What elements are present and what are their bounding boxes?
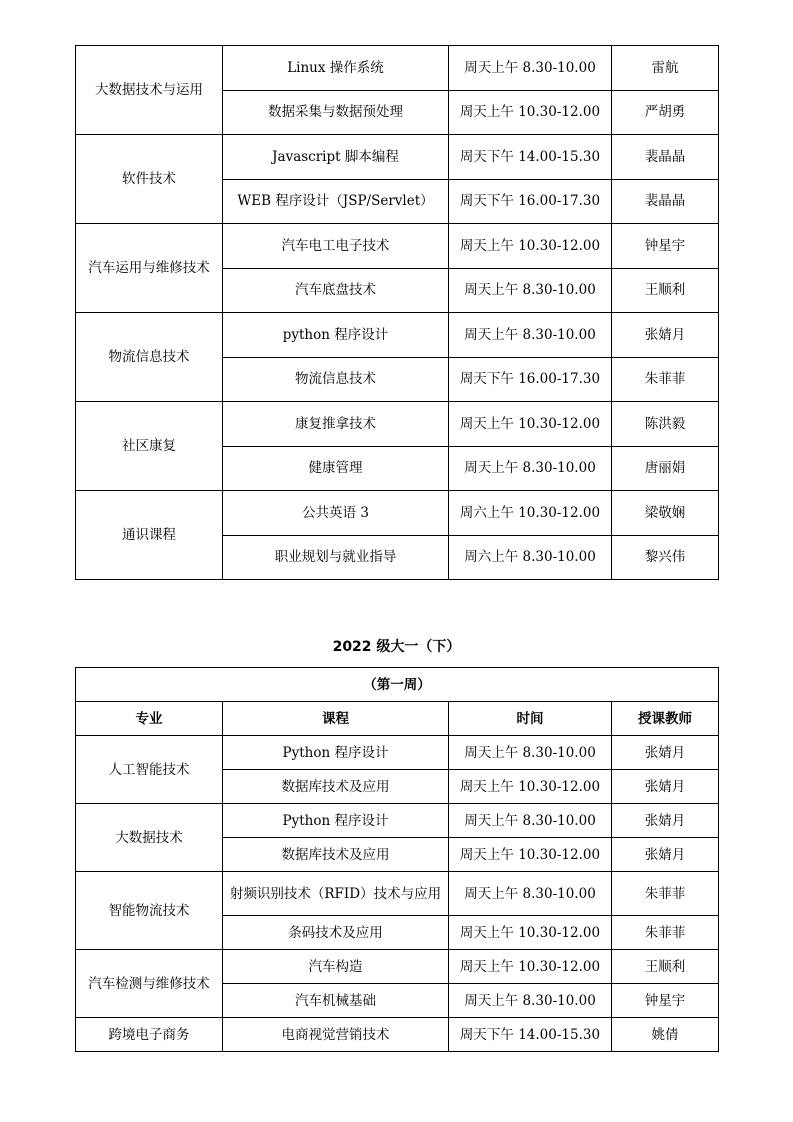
- course-cell: 职业规划与就业指导: [223, 535, 449, 580]
- teacher-cell: 张婧月: [612, 313, 719, 358]
- course-cell: 数据库技术及应用: [223, 770, 449, 804]
- teacher-cell: 朱菲菲: [612, 357, 719, 402]
- teacher-cell: 雷航: [612, 46, 719, 91]
- teacher-cell: 唐丽娟: [612, 446, 719, 491]
- teacher-cell: 张婧月: [612, 770, 719, 804]
- time-cell: 周天上午 10.30-12.00: [449, 402, 612, 447]
- time-cell: 周天上午 8.30-10.00: [449, 736, 612, 770]
- time-cell: 周六上午 10.30-12.00: [449, 491, 612, 536]
- course-cell: 数据库技术及应用: [223, 838, 449, 872]
- table-row: [76, 135, 719, 180]
- course-cell: 电商视觉营销技术: [223, 1018, 449, 1052]
- teacher-cell: 严胡勇: [612, 90, 719, 135]
- major-cell: 软件技术: [76, 135, 223, 224]
- course-cell: 汽车机械基础: [223, 984, 449, 1018]
- major-cell: 通识课程: [76, 491, 223, 580]
- table-row: [76, 224, 719, 269]
- major-cell: 跨境电子商务: [76, 1018, 223, 1052]
- table-row: [76, 313, 719, 358]
- course-cell: 康复推拿技术: [223, 402, 449, 447]
- teacher-cell: 黎兴伟: [612, 535, 719, 580]
- time-cell: 周天上午 10.30-12.00: [449, 950, 612, 984]
- teacher-cell: 王顺利: [612, 950, 719, 984]
- table-row: [76, 804, 719, 838]
- schedule-table-body: [76, 736, 719, 1052]
- teacher-cell: 钟星宇: [612, 984, 719, 1018]
- teacher-cell: 张婧月: [612, 736, 719, 770]
- course-cell: WEB 程序设计（JSP/Servlet）: [223, 179, 449, 224]
- teacher-cell: 张婧月: [612, 838, 719, 872]
- table-row: [76, 491, 719, 536]
- course-cell: Python 程序设计: [223, 804, 449, 838]
- time-cell: 周天上午 8.30-10.00: [449, 446, 612, 491]
- teacher-cell: 陈洪毅: [612, 402, 719, 447]
- major-cell: 社区康复: [76, 402, 223, 491]
- time-cell: 周天上午 8.30-10.00: [449, 872, 612, 916]
- time-cell: 周天下午 14.00-15.30: [449, 1018, 612, 1052]
- time-cell: 周天下午 16.00-17.30: [449, 179, 612, 224]
- time-cell: 周天上午 8.30-10.00: [449, 46, 612, 91]
- teacher-cell: 裴晶晶: [612, 179, 719, 224]
- table-row: [76, 1018, 719, 1052]
- course-cell: 公共英语 3: [223, 491, 449, 536]
- course-cell: 条码技术及应用: [223, 916, 449, 950]
- header-major: 专业: [76, 702, 223, 736]
- section-title: 2022 级大一（下）: [332, 639, 461, 655]
- time-cell: 周天上午 10.30-12.00: [449, 770, 612, 804]
- teacher-cell: 钟星宇: [612, 224, 719, 269]
- table-row: [76, 402, 719, 447]
- header-teacher: 授课教师: [612, 702, 719, 736]
- time-cell: 周天上午 10.30-12.00: [449, 838, 612, 872]
- teacher-cell: 张婧月: [612, 804, 719, 838]
- header-time: 时间: [449, 702, 612, 736]
- time-cell: 周天上午 8.30-10.00: [449, 804, 612, 838]
- major-cell: 智能物流技术: [76, 872, 223, 950]
- schedule-table-body: [76, 46, 719, 580]
- teacher-cell: 朱菲菲: [612, 916, 719, 950]
- time-cell: 周天上午 8.30-10.00: [449, 268, 612, 313]
- schedule-table-2022-first-year: [75, 667, 719, 1052]
- time-cell: 周天上午 10.30-12.00: [449, 90, 612, 135]
- course-cell: 数据采集与数据预处理: [223, 90, 449, 135]
- major-cell: 物流信息技术: [76, 313, 223, 402]
- teacher-cell: 王顺利: [612, 268, 719, 313]
- table-row: [76, 46, 719, 91]
- major-cell: 大数据技术与运用: [76, 46, 223, 135]
- header-course: 课程: [223, 702, 449, 736]
- major-cell: 汽车运用与维修技术: [76, 224, 223, 313]
- major-cell: 人工智能技术: [76, 736, 223, 804]
- course-cell: 汽车电工电子技术: [223, 224, 449, 269]
- course-cell: 射频识别技术（RFID）技术与应用: [223, 872, 449, 916]
- course-cell: 物流信息技术: [223, 357, 449, 402]
- teacher-cell: 裴晶晶: [612, 135, 719, 180]
- major-cell: 大数据技术: [76, 804, 223, 872]
- teacher-cell: 梁敬娴: [612, 491, 719, 536]
- time-cell: 周天上午 10.30-12.00: [449, 916, 612, 950]
- time-cell: 周天上午 8.30-10.00: [449, 984, 612, 1018]
- time-cell: 周天下午 14.00-15.30: [449, 135, 612, 180]
- time-cell: 周六上午 8.30-10.00: [449, 535, 612, 580]
- course-cell: Python 程序设计: [223, 736, 449, 770]
- course-cell: Linux 操作系统: [223, 46, 449, 91]
- time-cell: 周天下午 16.00-17.30: [449, 357, 612, 402]
- course-cell: 汽车底盘技术: [223, 268, 449, 313]
- time-cell: 周天上午 8.30-10.00: [449, 313, 612, 358]
- table-row: [76, 950, 719, 984]
- course-cell: python 程序设计: [223, 313, 449, 358]
- course-cell: 汽车构造: [223, 950, 449, 984]
- major-cell: 汽车检测与维修技术: [76, 950, 223, 1018]
- course-cell: Javascript 脚本编程: [223, 135, 449, 180]
- teacher-cell: 朱菲菲: [612, 872, 719, 916]
- time-cell: 周天上午 10.30-12.00: [449, 224, 612, 269]
- course-cell: 健康管理: [223, 446, 449, 491]
- week-label: （第一周）: [76, 668, 719, 702]
- table-row: [76, 872, 719, 916]
- teacher-cell: 姚倩: [612, 1018, 719, 1052]
- table-row: [76, 736, 719, 770]
- schedule-table-continued: [75, 45, 719, 580]
